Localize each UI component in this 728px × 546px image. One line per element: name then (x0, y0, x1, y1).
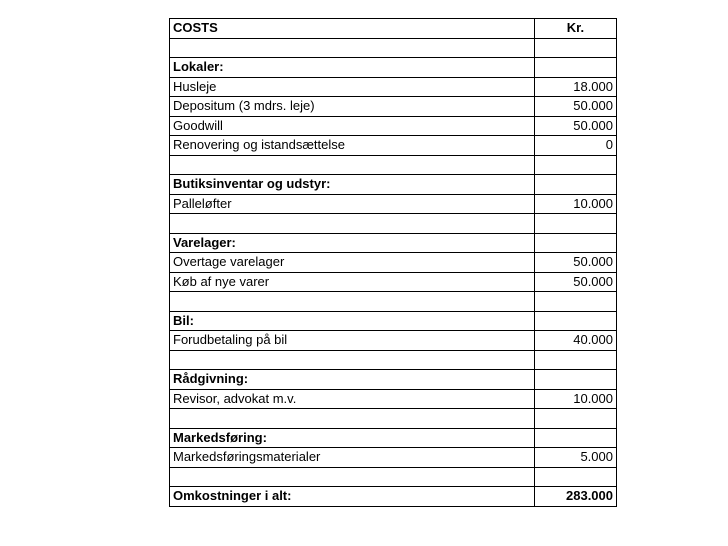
table-row (170, 350, 617, 370)
row-amount (534, 214, 616, 234)
row-amount: 10.000 (534, 389, 616, 409)
section-row-bil (170, 311, 617, 331)
row-label: Husleje (170, 77, 535, 97)
row-label: Revisor, advokat m.v. (170, 389, 535, 409)
row-amount (534, 370, 616, 390)
section-heading: Bil: (170, 311, 535, 331)
row-label: Forudbetaling på bil (170, 331, 535, 351)
table-row (170, 409, 617, 429)
table-row (170, 38, 617, 58)
row-label (170, 38, 535, 58)
section-heading: Lokaler: (170, 58, 535, 78)
row-label: Palleløfter (170, 194, 535, 214)
row-amount: 50.000 (534, 116, 616, 136)
costs-table (169, 18, 617, 507)
table-header-row (170, 19, 617, 39)
row-label (170, 409, 535, 429)
row-amount (534, 350, 616, 370)
row-amount (534, 428, 616, 448)
row-amount (534, 467, 616, 487)
row-amount (534, 58, 616, 78)
table-row (170, 389, 617, 409)
row-label: Goodwill (170, 116, 535, 136)
row-amount (534, 409, 616, 429)
table-row (170, 253, 617, 273)
total-label: Omkostninger i alt: (170, 487, 535, 507)
row-label: Renovering og istandsættelse (170, 136, 535, 156)
table-row (170, 272, 617, 292)
total-amount: 283.000 (534, 487, 616, 507)
row-label (170, 155, 535, 175)
table-row (170, 116, 617, 136)
table-row (170, 448, 617, 468)
row-amount: 10.000 (534, 194, 616, 214)
table-row (170, 214, 617, 234)
row-amount (534, 155, 616, 175)
row-amount (534, 311, 616, 331)
table-row (170, 467, 617, 487)
row-amount: 50.000 (534, 97, 616, 117)
section-row-varelager (170, 233, 617, 253)
row-amount: 18.000 (534, 77, 616, 97)
row-label (170, 467, 535, 487)
section-heading: Varelager: (170, 233, 535, 253)
table-row (170, 136, 617, 156)
row-amount: 5.000 (534, 448, 616, 468)
table-row (170, 292, 617, 312)
row-label (170, 292, 535, 312)
total-row (170, 487, 617, 507)
section-row-markedsfoering (170, 428, 617, 448)
row-label: Overtage varelager (170, 253, 535, 273)
currency-header: Kr. (534, 19, 616, 39)
section-heading: Rådgivning: (170, 370, 535, 390)
row-amount: 50.000 (534, 253, 616, 273)
row-label: Køb af nye varer (170, 272, 535, 292)
table-row (170, 194, 617, 214)
table-row (170, 77, 617, 97)
row-amount (534, 175, 616, 195)
table-row (170, 331, 617, 351)
row-amount: 50.000 (534, 272, 616, 292)
row-amount (534, 292, 616, 312)
section-heading: Markedsføring: (170, 428, 535, 448)
section-row-raadgivning (170, 370, 617, 390)
row-amount (534, 233, 616, 253)
row-label (170, 214, 535, 234)
section-heading: Butiksinventar og udstyr: (170, 175, 535, 195)
table-row (170, 155, 617, 175)
row-amount (534, 38, 616, 58)
row-label: Depositum (3 mdrs. leje) (170, 97, 535, 117)
section-row-lokaler (170, 58, 617, 78)
table-row (170, 97, 617, 117)
row-amount: 0 (534, 136, 616, 156)
row-label: Markedsføringsmaterialer (170, 448, 535, 468)
row-label (170, 350, 535, 370)
section-row-butiksinventar (170, 175, 617, 195)
row-amount: 40.000 (534, 331, 616, 351)
costs-header-label: COSTS (170, 19, 535, 39)
